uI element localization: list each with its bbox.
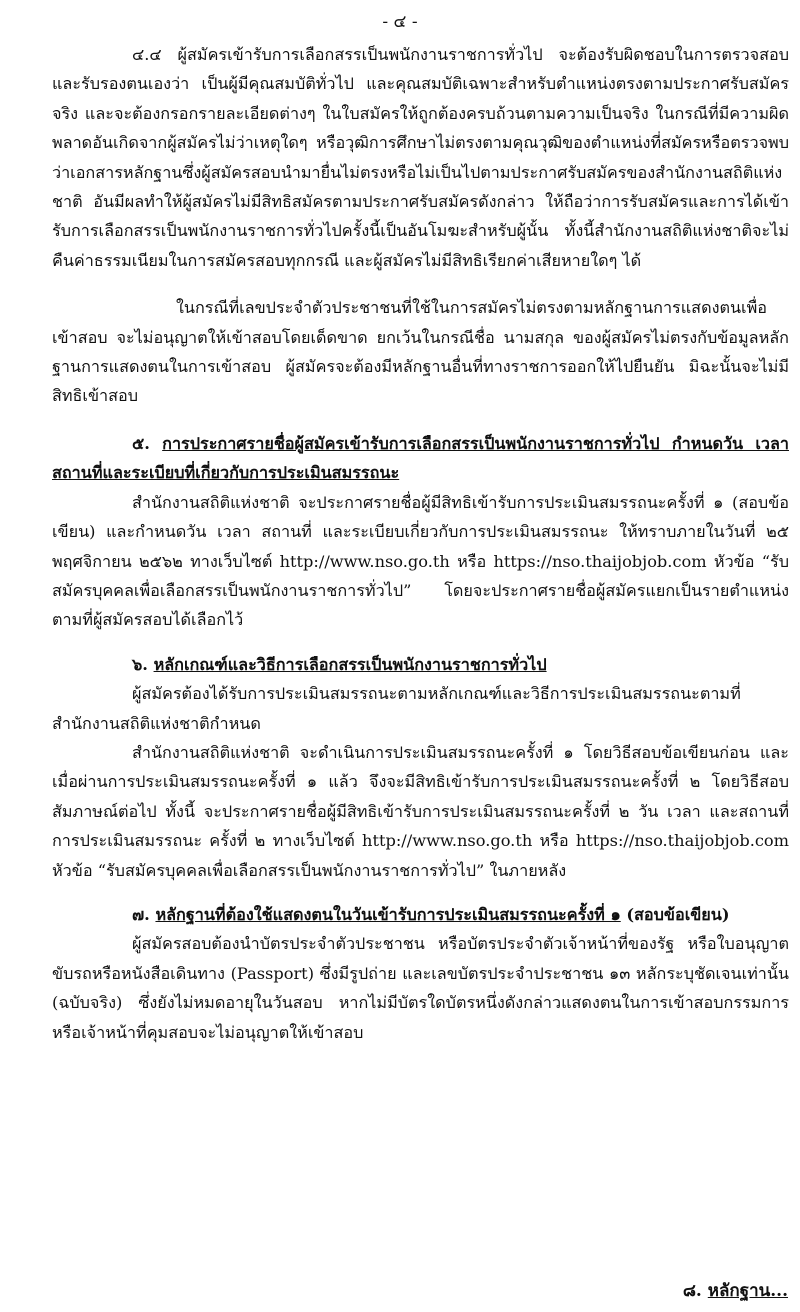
section-5-title: การประกาศรายชื่อผู้สมัครเข้ารับการเลือกสรรเป็นพนักงานราชการทั่วไป กำหนดวัน เวลา สถานที่และระเบียบที่เกี่ยวกับการประเมินสมรรถนะ [52,433,789,483]
section-6-body-1: ผู้สมัครต้องได้รับการประเมินสมรรถนะตามหลักเกณฑ์และวิธีการประเมินสมรรถนะตามที่สำนักงานสถิติแห่งชาติกำหนด [52,684,741,733]
section-7-title: หลักฐานที่ต้องใช้แสดงตนในวันเข้ารับการประเมินสมรรถนะครั้งที่ ๑ [155,904,621,924]
document-body [52,40,789,1047]
page-number: - ๔ - [382,12,418,32]
continuation-text: หลักฐาน... [707,1281,788,1301]
continuation-number: ๘. [682,1281,702,1301]
section-7-title-suffix: (สอบข้อเขียน) [620,904,730,924]
section-7-heading [52,900,789,929]
section-7-body: ผู้สมัครสอบต้องนำบัตรประจำตัวประชาชน หรือบัตรประจำตัวเจ้าหน้าที่ของรัฐ หรือใบอนุญาตขับรถหรือหนังสือเดินทาง (Passport) ซึ่งมีรูปถ่าย และเลขบัตรประจำประชาชน ๑๓ หลักระบุชัดเจนเท่านั้น (ฉบับจริง) ซึ่งยังไม่หมดอายุในวันสอบ หากไม่มีบัตรใดบัตรหนึ่งดังกล่าวแสดงตนในการเข้าสอบกรรมการหรือเจ้าหน้าที่คุมสอบจะไม่อนุญาตให้เข้าสอบ [52,934,789,1042]
section-7-number: ๗. [132,904,150,924]
section-5-number: ๕. [132,433,150,453]
next-page-continuation [683,1277,788,1304]
section-5-heading [52,429,789,488]
section-6-body-2: สำนักงานสถิติแห่งชาติ จะดำเนินการประเมินสมรรถนะครั้งที่ ๑ โดยวิธีสอบข้อเขียนก่อน และเมื่อผ่านการประเมินสมรรถนะครั้งที่ ๑ แล้ว จึงจะมีสิทธิเข้ารับการประเมินสมรรถนะครั้งที่ ๒ โดยวิธีสอบสัมภาษณ์ต่อไป ทั้งนี้ จะประกาศรายชื่อผู้มีสิทธิเข้ารับการประเมินสมรรถนะครั้งที่ ๒ วัน เวลา และสถานที่การประเมินสมรรถนะ ครั้งที่ ๒ ทางเว็บไซต์ http://www.nso.go.th หรือ https://nso.thaijobjob.com หัวข้อ “รับสมัครบุคคลเพื่อเลือกสรรเป็นพนักงานราชการทั่วไป” ในภายหลัง [52,742,789,880]
paragraph-4-4: ๔.๔ ผู้สมัครเข้ารับการเลือกสรรเป็นพนักงานราชการทั่วไป จะต้องรับผิดชอบในการตรวจสอบและรับรองตนเองว่า เป็นผู้มีคุณสมบัติทั่วไป และคุณสมบัติเฉพาะสำหรับตำแหน่งตรงตามประกาศรับสมัครจริง และจะต้องกรอกรายละเอียดต่างๆ ในใบสมัครให้ถูกต้องครบถ้วนตามความเป็นจริง ในกรณีที่มีความผิดพลาดอันเกิดจากผู้สมัครไม่ว่าเหตุใดๆ หรือวุฒิการศึกษาไม่ตรงตามคุณวุฒิของตำแหน่งที่สมัครหรือตรวจพบว่าเอกสารหลักฐานซึ่งผู้สมัครสอบนำมายื่นไม่ตรงหรือไม่เป็นไปตามประกาศรับสมัครของสำนักงานสถิติแห่งชาติ อันมีผลทำให้ผู้สมัครไม่มีสิทธิสมัครตามประกาศรับสมัครดังกล่าว ให้ถือว่าการรับสมัครและการได้เข้ารับการเลือกสรรเป็นพนักงานราชการทั่วไปครั้งนี้เป็นอันโมฆะสำหรับผู้นั้น ทั้งนี้สำนักงานสถิติแห่งชาติจะไม่คืนค่าธรรมเนียมในการสมัครสอบทุกกรณี และผู้สมัครไม่มีสิทธิเรียกค่าเสียหายใดๆ ได้ [52,45,789,270]
paragraph-id-mismatch: ในกรณีที่เลขประจำตัวประชาชนที่ใช้ในการสมัครไม่ตรงตามหลักฐานการแสดงตนเพื่อเข้าสอบ จะไม่อนุญาตให้เข้าสอบโดยเด็ดขาด ยกเว้นในกรณีชื่อ นามสกุล ของผู้สมัครไม่ตรงกับข้อมูลหลักฐานการแสดงตนในการเข้าสอบ ผู้สมัครจะต้องมีหลักฐานอื่นที่ทางราชการออกให้ไปยืนยัน มิฉะนั้นจะไม่มีสิทธิเข้าสอบ [52,298,789,406]
section-6-heading [52,650,789,679]
section-6-number: ๖. [132,654,148,674]
section-5-body: สำนักงานสถิติแห่งชาติ จะประกาศรายชื่อผู้มีสิทธิเข้ารับการประเมินสมรรถนะครั้งที่ ๑ (สอบข้อเขียน) และกำหนดวัน เวลา สถานที่ และระเบียบเกี่ยวกับการประเมินสมรรถนะ ให้ทราบภายในวันที่ ๒๕ พฤศจิกายน ๒๕๖๒ ทางเว็บไซต์ http://www.nso.go.th หรือ https://nso.thaijobjob.com หัวข้อ “รับสมัครบุคคลเพื่อเลือกสรรเป็นพนักงานราชการทั่วไป” โดยจะประกาศรายชื่อผู้สมัครแยกเป็นรายตำแหน่งตามที่ผู้สมัครสอบได้เลือกไว้ [52,492,789,630]
section-6-title: หลักเกณฑ์และวิธีการเลือกสรรเป็นพนักงานราชการทั่วไป [153,654,547,674]
